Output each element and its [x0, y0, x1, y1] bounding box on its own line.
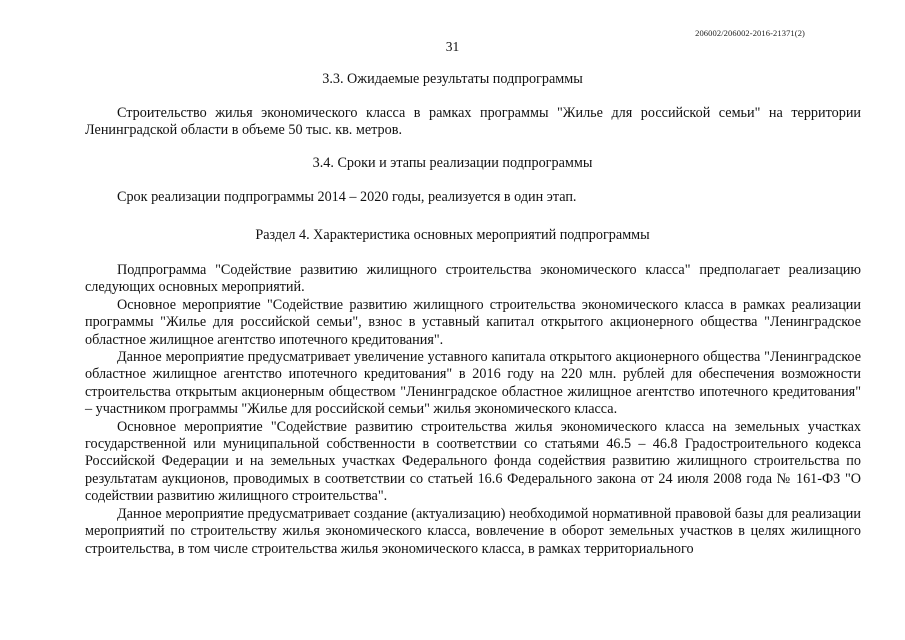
paragraph: Срок реализации подпрограммы 2014 – 2020 годы, реализуется в один этап. — [117, 189, 577, 205]
paragraph: Основное мероприятие "Содействие развитию жилищного строительства экономического класса в рамках реализации программы "Жилье для российской семьи", взнос в уставный капитал открытого акционерного общества "Ленинградское областное жилищное агентство ипотечного кредитования". — [85, 296, 861, 348]
document-id: 206002/206002-2016-21371(2) — [695, 28, 805, 38]
paragraph: Данное мероприятие предусматривает увеличение уставного капитала открытого акционерного общества "Ленинградское областное жилищное агентство ипотечного кредитования" в 2016 году на 220 млн. рублей для обеспечения возможности строительства открытым акционерным обществом "Ленинградское областное жилищное агентство ипотечного кредитования" – участником программы "Жилье для российской семьи" жилья экономического класса. — [85, 349, 861, 418]
page-number: 31 — [445, 39, 460, 54]
section-3-4-text — [85, 189, 861, 206]
section-4-heading: Раздел 4. Характеристика основных мероприятий подпрограммы — [255, 227, 650, 243]
paragraph: Подпрограмма "Содействие развитию жилищного строительства экономического класса" предполагает реализацию следующих основных мероприятий. — [85, 262, 861, 296]
section-4-body — [85, 262, 861, 558]
paragraph: Данное мероприятие предусматривает создание (актуализацию) необходимой нормативной правовой базы для реализации мероприятий по строительству жилья экономического класса, вовлечение в оборот земельных участков в целях жилищного строительства, в том числе строительства жилья экономического класса, в рамках территориального — [85, 505, 861, 557]
section-3-4-heading: 3.4. Сроки и этапы реализации подпрограммы — [312, 155, 593, 171]
paragraph: Основное мероприятие "Содействие развитию строительства жилья экономического класса на земельных участках государственной или муниципальной собственности в соответствии со статьями 46.5 – 46.8 Градостроительного кодекса Российской Федерации и на земельных участках Федерального фонда содействия развитию жилищного строительства по результатам аукционов, проводимых в соответствии со статьей 16.6 Федерального закона от 24 июля 2008 года № 161-ФЗ "О содействии развитию жилищного строительства". — [85, 418, 861, 505]
paragraph: Строительство жилья экономического класса в рамках программы "Жилье для российской семьи" на территории Ленинградской области в объеме 50 тыс. кв. метров. — [85, 105, 861, 139]
section-3-3-text — [85, 105, 861, 140]
section-3-3-heading: 3.3. Ожидаемые результаты подпрограммы — [322, 71, 583, 87]
